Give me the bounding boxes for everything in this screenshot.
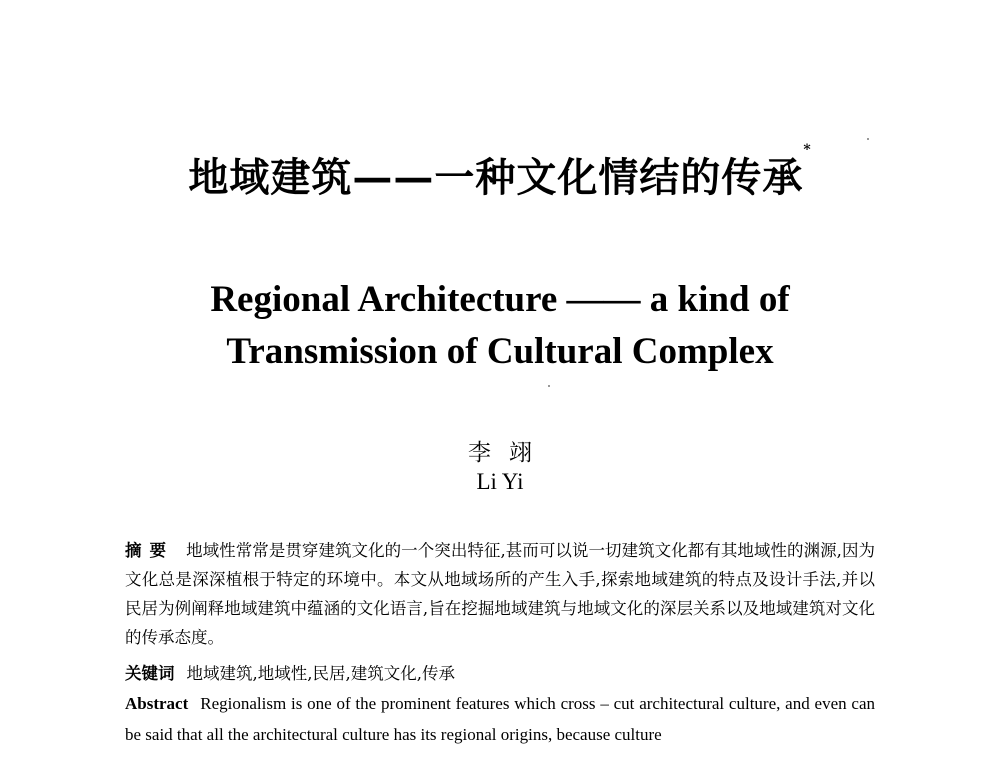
chinese-abstract-label: 摘要 (125, 541, 175, 560)
english-abstract (125, 688, 875, 750)
author-name-chinese: 李翊 (468, 440, 550, 466)
english-abstract-label: Abstract (125, 694, 189, 713)
english-abstract-text: Regionalism is one of the prominent features which cross – cut architectural culture, and even can be said that all the architectural culture has its regional origins, because culture (125, 694, 875, 744)
chinese-abstract (125, 536, 875, 652)
title-footnote-mark: * (803, 142, 812, 158)
chinese-title-text: 地域建筑——一种文化情结的传承 (188, 154, 804, 201)
scan-speck (548, 385, 550, 387)
keywords-label: 关键词 (125, 664, 175, 683)
english-title-line-2: Transmission of Cultural Complex (226, 331, 774, 372)
keywords-text: 地域建筑,地域性,民居,建筑文化,传承 (186, 664, 455, 683)
chinese-title (0, 142, 1000, 203)
english-title (0, 274, 1000, 378)
scan-speck (867, 138, 869, 140)
chinese-abstract-text: 地域性常常是贯穿建筑文化的一个突出特征,甚而可以说一切建筑文化都有其地域性的渊源,因为文化总是深深植根于特定的环境中。本文从地域场所的产生入手,探索地域建筑的特点及设计手法,并以民居为例阐释地域建筑中蕴涵的文化语言,旨在挖掘地域建筑与地域文化的深层关系以及地域建筑对文化的传承态度。 (125, 541, 875, 647)
chinese-keywords (125, 659, 875, 688)
english-title-line-1: Regional Architecture —— a kind of (210, 279, 790, 320)
author-name-english: Li Yi (476, 469, 524, 494)
